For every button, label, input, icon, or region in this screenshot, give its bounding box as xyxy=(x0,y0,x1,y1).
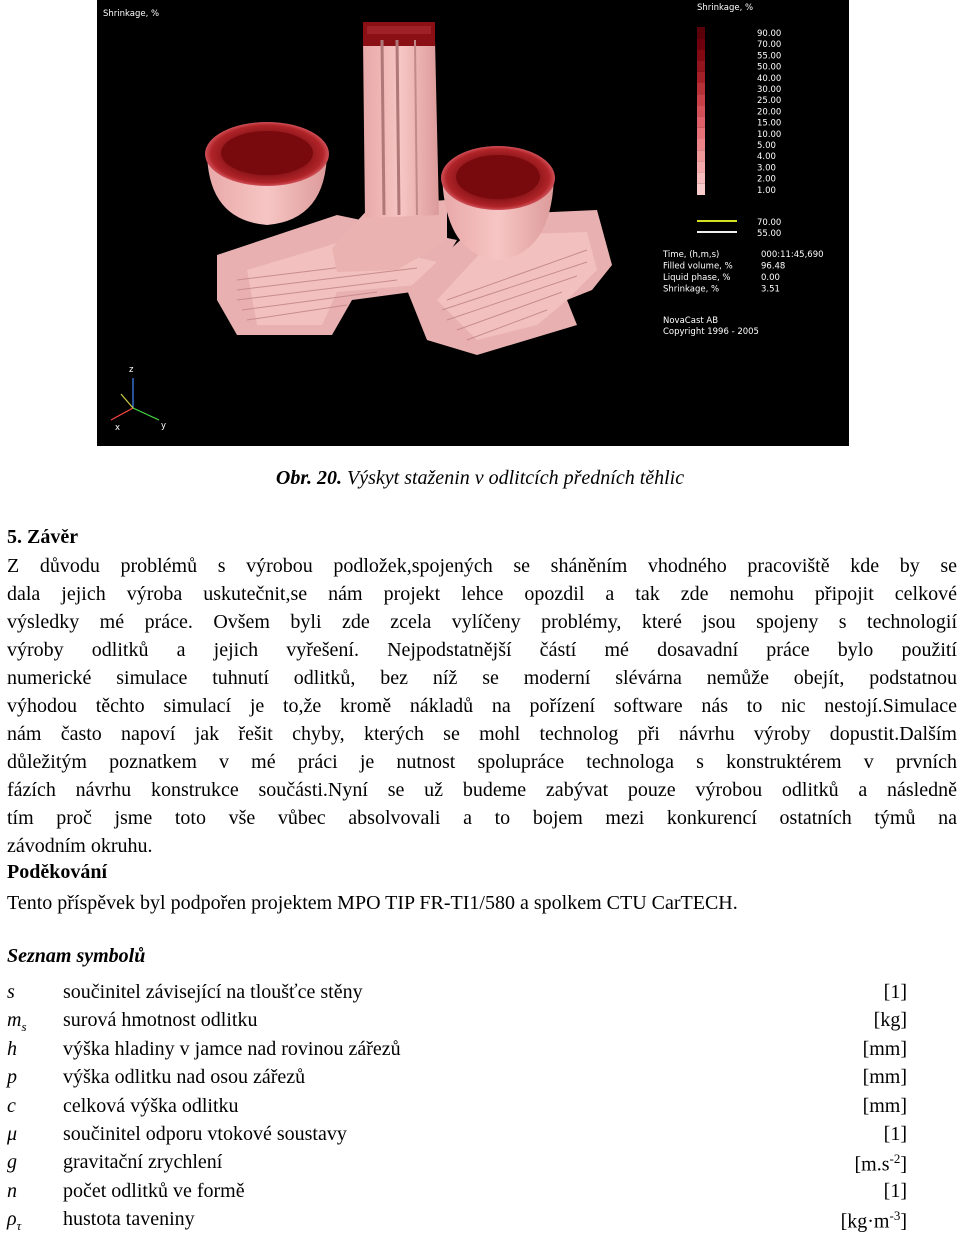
symbol-subscript: τ xyxy=(16,1218,22,1234)
symbol-description: výška hladiny v jamce nad rovinou zářezů xyxy=(63,1037,401,1060)
legend-value: 70.00 xyxy=(757,40,782,51)
axis-z-label: z xyxy=(129,365,134,375)
paragraph-line: výhodou těchto simulací je to,že kromě nákladů na pořízení software nás to nic nestojí.Simulace xyxy=(7,695,957,717)
axis-x-label: x xyxy=(115,423,121,433)
symbol: $\rho_\tau$ xyxy=(7,1208,22,1234)
symbol-row xyxy=(7,1066,927,1094)
symbol: n xyxy=(7,1179,17,1202)
legend-value: 55.00 xyxy=(757,51,782,62)
paragraph-line: důležitým poznatkem v mé práci je nutnost spolupráce technologa s konstruktérem v prvních xyxy=(7,751,957,773)
legend-value: 2.00 xyxy=(757,174,776,185)
legend-value: 30.00 xyxy=(757,85,782,95)
symbol-row xyxy=(7,1123,927,1151)
symbol-description: hustota taveniny xyxy=(63,1208,195,1231)
legend-swatch xyxy=(697,94,705,105)
left-riser xyxy=(205,122,329,225)
symbol: p xyxy=(7,1066,17,1089)
unit-exponent: -3 xyxy=(889,1208,901,1224)
axis-y-label: y xyxy=(161,421,167,431)
acknowledgement-text: Tento příspěvek byl podpořen projektem MPO TIP FR-TI1/580 a spolkem CTU CarTECH. xyxy=(7,892,738,914)
left-title: Shrinkage, % xyxy=(103,9,160,19)
legend-swatch xyxy=(697,83,705,94)
symbol-unit: [kg] xyxy=(873,1009,907,1032)
info-label: Time, (h,m,s) xyxy=(663,250,720,260)
paragraph-line: výroby odlitků a jejich vyřešení. Nejpodstatnější částí mé dosavadní práce bylo použití xyxy=(7,639,957,661)
symbol-description: surová hmotnost odlitku xyxy=(63,1009,258,1032)
symbol-unit: [1] xyxy=(883,1179,907,1202)
paragraph-line: numerické simulace tuhnutí odlitků, bez níž se moderní slévárna nemůže obejít, podstatnou xyxy=(7,667,957,689)
legend-swatch xyxy=(697,161,705,172)
legend-swatch xyxy=(697,49,705,60)
legend-swatch xyxy=(697,38,705,49)
symbol-unit: [1] xyxy=(883,1123,907,1145)
symbol-unit: [mm] xyxy=(862,1094,907,1117)
legend-value: 1.00 xyxy=(757,185,776,196)
unit-exponent: -2 xyxy=(889,1151,901,1167)
symbol-row xyxy=(7,1009,927,1037)
legend-swatch xyxy=(697,150,705,161)
symbol-row xyxy=(7,1180,927,1208)
paragraph-line: fázích návrhu konstrukce součásti.Nyní se už budeme zabývat pouze výrobou odlitků a následně xyxy=(7,779,957,801)
simulation-figure xyxy=(97,0,849,446)
info-value: 0.00 xyxy=(761,273,780,283)
paragraph-line: výsledky mé práce. Ovšem byli zde zcela vylíčeny problémy, které jsou spojeny s technologií xyxy=(7,611,957,633)
symbol-row xyxy=(7,1095,927,1123)
paragraph-line: nám často napoví jak řešit chyby, kterých se mohl technolog při návrhu výroby dopustit.Dalším xyxy=(7,723,957,745)
symbol-description: součinitel závisející na tloušťce stěny xyxy=(63,981,363,1003)
symbol-description: výška odlitku nad osou zářezů xyxy=(63,1066,306,1089)
symbol-description: gravitační zrychlení xyxy=(63,1151,223,1174)
legend-value: 10.00 xyxy=(757,129,782,140)
legend-value: 15.00 xyxy=(757,118,782,129)
copyright: Copyright 1996 - 2005 xyxy=(663,327,759,337)
caption-text: Výskyt staženin v odlitcích předních těhlic xyxy=(342,467,685,489)
company-name: NovaCast AB xyxy=(663,316,719,326)
symbol: μ xyxy=(7,1123,18,1145)
legend-swatch xyxy=(697,72,705,83)
symbol-row xyxy=(7,1038,927,1066)
info-label: Filled volume, % xyxy=(663,261,733,272)
info-value: 3.51 xyxy=(761,284,780,295)
symbol-description: počet odlitků ve formě xyxy=(63,1179,245,1202)
color-legend xyxy=(697,27,781,239)
symbol-subscript: s xyxy=(21,1019,27,1035)
legend-swatch xyxy=(697,117,705,128)
legend-value: 3.00 xyxy=(757,163,776,174)
info-value: 96.48 xyxy=(761,261,786,272)
legend-value: 20.00 xyxy=(757,107,782,118)
acknowledgement-heading: Poděkování xyxy=(7,861,108,883)
legend-swatch xyxy=(697,105,705,116)
legend-swatch xyxy=(697,139,705,150)
symbol-description: celková výška odlitku xyxy=(63,1094,239,1117)
info-block xyxy=(662,250,824,295)
legend-value: 90.00 xyxy=(757,29,782,39)
symbol: g xyxy=(7,1151,17,1174)
paragraph-line: tím proč jsme toto vše vůbec absolvovali a to bojem mezi konkurencí ostatních týmů na xyxy=(7,807,957,829)
symbols-heading: Seznam symbolů xyxy=(7,945,146,967)
symbol: s xyxy=(7,981,15,1003)
legend-line-value: 55.00 xyxy=(757,229,782,239)
symbol: $m_s$ xyxy=(7,1009,27,1035)
symbol-unit: $[kg\cdot m^{-3}]$ xyxy=(840,1208,907,1233)
legend-swatch xyxy=(697,128,705,139)
symbol-unit: [mm] xyxy=(862,1037,907,1060)
legend-swatch xyxy=(697,184,705,195)
legend-swatch xyxy=(697,173,705,184)
caption-label: Obr. 20. xyxy=(275,467,342,489)
legend-value: 40.00 xyxy=(757,73,782,84)
symbol-unit: $[m.s^{-2}]$ xyxy=(854,1151,907,1177)
info-label: Liquid phase, % xyxy=(663,273,731,283)
section-heading: 5. Závěr xyxy=(7,526,79,548)
sprue xyxy=(363,22,439,218)
legend-swatch xyxy=(697,27,705,38)
legend-value: 5.00 xyxy=(757,141,776,151)
legend-value: 50.00 xyxy=(757,62,782,73)
symbol-row xyxy=(7,1151,927,1179)
legend-line-value: 70.00 xyxy=(757,218,782,228)
symbol-unit: [mm] xyxy=(862,1066,907,1089)
symbol: c xyxy=(7,1094,16,1117)
legend-swatch xyxy=(697,61,705,72)
info-label: Shrinkage, % xyxy=(663,284,720,295)
symbol-row xyxy=(7,1208,927,1236)
symbol-unit: [1] xyxy=(883,981,907,1003)
legend-value: 25.00 xyxy=(757,96,782,107)
symbol: h xyxy=(7,1037,17,1060)
symbol-description: součinitel odporu vtokové soustavy xyxy=(63,1123,347,1145)
symbol-row xyxy=(7,981,927,1009)
simulation-render xyxy=(97,0,849,446)
legend-title: Shrinkage, % xyxy=(697,3,754,13)
figure-caption xyxy=(0,467,960,490)
paragraph-line: dala jejich výroba uskutečnit,se nám projekt lehce opozdil a tak zde nemohu připojit celkové xyxy=(7,583,957,605)
paragraph-line: Z důvodu problémů s výrobou podložek,spojených se sháněním vhodného pracoviště kde by se xyxy=(7,555,957,577)
axis-triad xyxy=(111,378,159,420)
info-value: 000:11:45,690 xyxy=(761,250,824,260)
legend-value: 4.00 xyxy=(757,152,776,163)
paragraph-line: závodním okruhu. xyxy=(7,835,153,857)
